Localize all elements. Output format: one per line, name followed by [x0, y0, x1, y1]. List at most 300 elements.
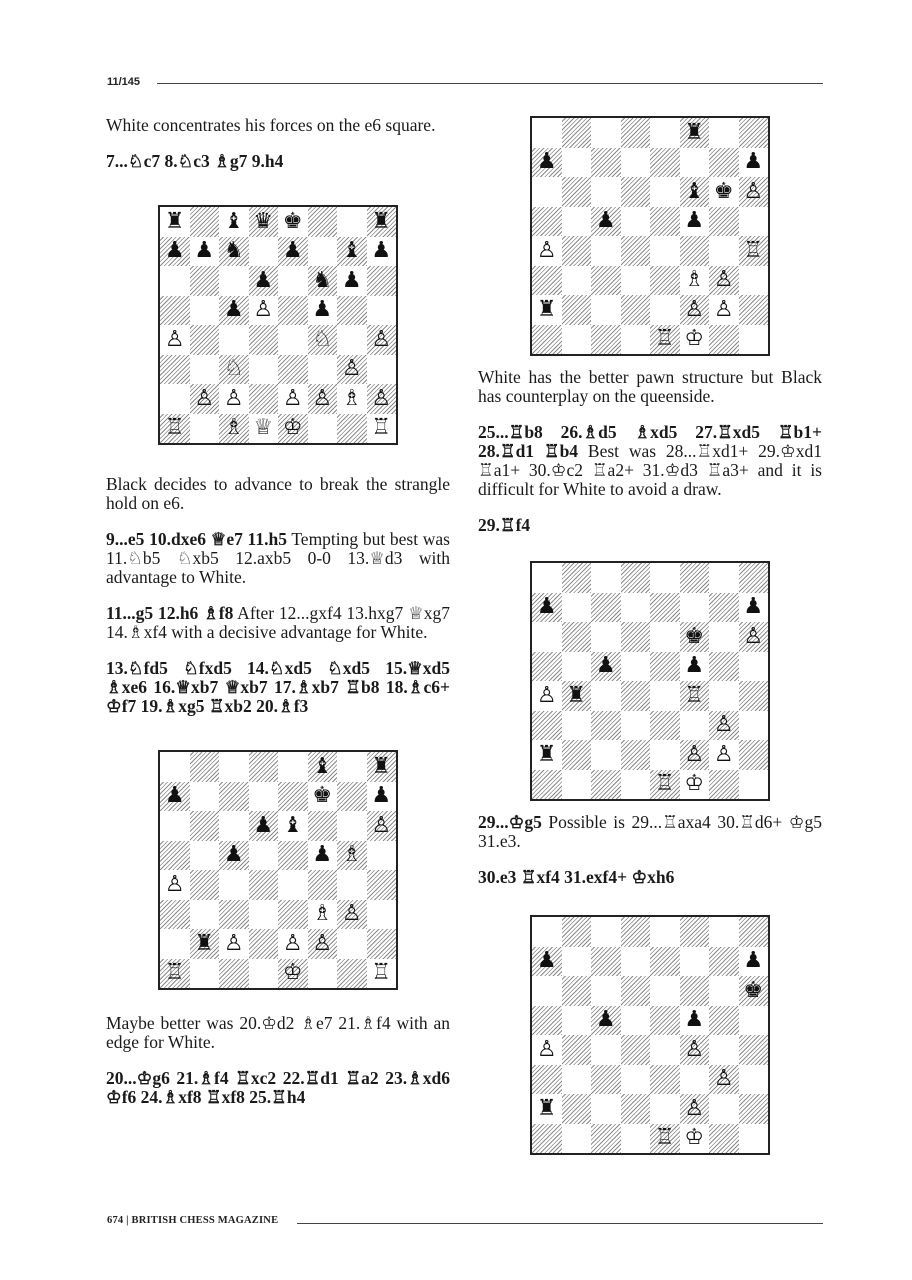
white-pawn-icon: ♙	[164, 326, 185, 352]
white-bishop-icon: ♗	[223, 415, 244, 441]
square-e4	[278, 325, 308, 355]
black-knight-icon: ♞	[312, 267, 333, 293]
paragraph-maybe-better: Maybe better was 20.♔d2 ♗e7 21.♗f4 with an edge for White.	[106, 1013, 450, 1052]
square-d8	[621, 917, 651, 947]
square-d3	[621, 1065, 651, 1095]
square-e4	[650, 236, 680, 266]
square-d6	[621, 976, 651, 1006]
square-e1	[650, 770, 680, 800]
square-f7	[680, 593, 710, 623]
black-king-icon: ♚	[312, 783, 333, 809]
square-b4	[562, 681, 592, 711]
square-b1	[562, 325, 592, 355]
square-b3	[190, 355, 220, 385]
white-rook-icon: ♖	[164, 415, 185, 441]
square-h6	[739, 622, 769, 652]
square-h7	[739, 148, 769, 178]
white-bishop-icon: ♗	[312, 901, 333, 927]
square-e4	[650, 1035, 680, 1065]
page-footer	[107, 1215, 823, 1229]
square-e6	[278, 266, 308, 296]
square-d5	[249, 841, 279, 871]
square-d7	[621, 148, 651, 178]
white-bishop-icon: ♗	[341, 385, 362, 411]
square-h2	[739, 1094, 769, 1124]
commentary-29kg5: Possible is 29...♖axa4 30.♖d6+ ♔g5 31.e3.	[478, 812, 822, 851]
square-b1	[190, 959, 220, 989]
diagram-1-wrap	[106, 205, 450, 445]
square-e5	[650, 652, 680, 682]
commentary-25rb8: Best was 28...♖xd1+ 29.♔xd1 ♖a1+ 30.♔c2 ♖a2+ 31.♔d3 ♖a3+ and it is difficult for White to avoid a draw.	[478, 441, 822, 499]
square-h8	[739, 917, 769, 947]
square-h5	[739, 207, 769, 237]
square-f8	[308, 752, 338, 782]
black-rook-icon: ♜	[536, 741, 557, 767]
white-pawn-icon: ♙	[312, 930, 333, 956]
square-f2	[308, 384, 338, 414]
square-g8	[709, 917, 739, 947]
square-c1	[219, 414, 249, 444]
square-a3	[532, 1065, 562, 1095]
square-e2	[650, 295, 680, 325]
moves-line-13: 13.♘fd5 ♘fxd5 14.♘xd5 ♘xd5 15.♕xd5 ♗xe6 16.♕xb7 ♕xb7 17.♗xb7 ♖b8 18.♗c6+ ♔f7 19.♗xg5 ♖xb2 20.♗f3	[106, 658, 450, 716]
square-f1	[680, 1124, 710, 1154]
square-g6	[337, 266, 367, 296]
moves-line-20: 20...♔g6 21.♗f4 ♖xc2 22.♖d1 ♖a2 23.♗xd6 ♔f6 24.♗xf8 ♖xf8 25.♖h4	[106, 1068, 450, 1107]
moves-line-29: 29.♖f4	[478, 515, 531, 535]
white-pawn-icon: ♙	[282, 385, 303, 411]
square-c3	[219, 355, 249, 385]
white-pawn-icon: ♙	[223, 385, 244, 411]
square-h2	[739, 295, 769, 325]
square-h2	[367, 929, 397, 959]
square-e5	[278, 841, 308, 871]
moves-29kg5: 29...♔g5	[478, 812, 542, 832]
square-c6	[219, 811, 249, 841]
square-e4	[650, 681, 680, 711]
square-c6	[591, 976, 621, 1006]
square-a3	[160, 900, 190, 930]
square-b7	[190, 237, 220, 267]
square-h3	[367, 900, 397, 930]
chess-diagram-3	[530, 116, 770, 356]
square-c3	[591, 1065, 621, 1095]
square-b8	[190, 752, 220, 782]
white-pawn-icon: ♙	[684, 296, 705, 322]
square-d5	[621, 1006, 651, 1036]
square-g1	[337, 414, 367, 444]
white-pawn-icon: ♙	[194, 385, 215, 411]
square-a2	[532, 295, 562, 325]
paragraph-11g5	[106, 604, 450, 642]
square-d6	[621, 622, 651, 652]
square-e8	[650, 118, 680, 148]
square-a6	[532, 976, 562, 1006]
square-d4	[621, 681, 651, 711]
white-pawn-icon: ♙	[536, 682, 557, 708]
square-a7	[160, 782, 190, 812]
paragraph-pawn-structure: White has the better pawn structure but Black has counterplay on the queenside.	[478, 367, 822, 406]
square-g6	[709, 622, 739, 652]
square-c2	[219, 929, 249, 959]
square-c7	[591, 947, 621, 977]
square-e5	[650, 207, 680, 237]
square-g2	[709, 1094, 739, 1124]
square-b2	[190, 929, 220, 959]
square-a5	[532, 652, 562, 682]
square-d2	[621, 740, 651, 770]
black-pawn-icon: ♟	[684, 653, 705, 679]
square-h2	[739, 740, 769, 770]
square-f5	[680, 207, 710, 237]
square-e3	[650, 711, 680, 741]
square-b8	[562, 563, 592, 593]
square-b6	[190, 811, 220, 841]
square-g2	[709, 295, 739, 325]
square-b5	[190, 841, 220, 871]
square-a6	[160, 266, 190, 296]
square-c5	[591, 1006, 621, 1036]
square-b2	[562, 1094, 592, 1124]
square-a1	[532, 1124, 562, 1154]
black-pawn-icon: ♟	[194, 238, 215, 264]
square-e4	[278, 870, 308, 900]
white-pawn-icon: ♙	[223, 930, 244, 956]
square-b5	[562, 207, 592, 237]
square-d1	[621, 770, 651, 800]
square-g4	[709, 236, 739, 266]
square-g1	[709, 325, 739, 355]
white-pawn-icon: ♙	[536, 237, 557, 263]
square-d1	[249, 959, 279, 989]
square-d8	[249, 752, 279, 782]
square-a7	[532, 148, 562, 178]
square-f5	[308, 841, 338, 871]
square-a3	[532, 266, 562, 296]
square-h5	[367, 296, 397, 326]
chess-diagram-1	[158, 205, 398, 445]
square-g8	[709, 118, 739, 148]
black-bishop-icon: ♝	[223, 208, 244, 234]
white-king-icon: ♔	[684, 1125, 705, 1151]
square-h4	[739, 236, 769, 266]
black-pawn-icon: ♟	[743, 948, 764, 974]
square-a1	[160, 414, 190, 444]
square-a7	[160, 237, 190, 267]
black-pawn-icon: ♟	[595, 208, 616, 234]
white-pawn-icon: ♙	[341, 356, 362, 382]
square-e8	[650, 563, 680, 593]
square-f4	[308, 870, 338, 900]
page-counter: 11/145	[107, 76, 141, 88]
white-rook-icon: ♖	[654, 1125, 675, 1151]
square-e7	[650, 593, 680, 623]
black-pawn-icon: ♟	[595, 653, 616, 679]
white-rook-icon: ♖	[654, 771, 675, 797]
square-a8	[160, 207, 190, 237]
square-e7	[278, 782, 308, 812]
square-f5	[680, 652, 710, 682]
square-h6	[367, 266, 397, 296]
white-pawn-icon: ♙	[371, 385, 392, 411]
square-g3	[337, 355, 367, 385]
black-queen-icon: ♛	[253, 208, 274, 234]
square-h8	[367, 752, 397, 782]
square-c3	[219, 900, 249, 930]
square-e8	[278, 752, 308, 782]
square-c6	[591, 177, 621, 207]
square-h5	[367, 841, 397, 871]
square-f3	[680, 1065, 710, 1095]
white-pawn-icon: ♙	[312, 385, 333, 411]
page-header	[107, 76, 823, 90]
square-d2	[249, 929, 279, 959]
white-bishop-icon: ♗	[341, 842, 362, 868]
square-f7	[680, 148, 710, 178]
square-c4	[591, 236, 621, 266]
square-c1	[591, 770, 621, 800]
square-f3	[680, 266, 710, 296]
black-king-icon: ♚	[282, 208, 303, 234]
square-a2	[160, 929, 190, 959]
black-king-icon: ♚	[713, 178, 734, 204]
square-d1	[621, 325, 651, 355]
square-g2	[337, 384, 367, 414]
black-pawn-icon: ♟	[684, 208, 705, 234]
square-h8	[739, 563, 769, 593]
square-h3	[739, 266, 769, 296]
square-g8	[709, 563, 739, 593]
square-h4	[739, 681, 769, 711]
square-c4	[591, 1035, 621, 1065]
square-a4	[160, 325, 190, 355]
square-b2	[562, 295, 592, 325]
white-pawn-icon: ♙	[713, 296, 734, 322]
white-pawn-icon: ♙	[743, 623, 764, 649]
white-pawn-icon: ♙	[713, 267, 734, 293]
square-c7	[219, 782, 249, 812]
white-pawn-icon: ♙	[713, 712, 734, 738]
square-g7	[709, 947, 739, 977]
square-a2	[532, 1094, 562, 1124]
square-b1	[562, 770, 592, 800]
square-a6	[532, 177, 562, 207]
black-pawn-icon: ♟	[253, 267, 274, 293]
square-g5	[709, 207, 739, 237]
black-pawn-icon: ♟	[164, 783, 185, 809]
square-h4	[739, 1035, 769, 1065]
chess-diagram-5	[530, 915, 770, 1155]
black-pawn-icon: ♟	[253, 812, 274, 838]
square-b7	[562, 947, 592, 977]
square-c1	[591, 1124, 621, 1154]
square-f1	[680, 770, 710, 800]
square-d7	[621, 947, 651, 977]
square-b7	[562, 148, 592, 178]
square-c3	[591, 711, 621, 741]
square-f1	[308, 414, 338, 444]
square-g4	[709, 681, 739, 711]
white-knight-icon: ♘	[312, 326, 333, 352]
white-pawn-icon: ♙	[341, 901, 362, 927]
square-h7	[739, 947, 769, 977]
square-d8	[621, 118, 651, 148]
square-e7	[650, 947, 680, 977]
white-rook-icon: ♖	[743, 237, 764, 263]
square-c2	[591, 295, 621, 325]
square-h6	[367, 811, 397, 841]
square-f8	[680, 118, 710, 148]
square-g8	[337, 207, 367, 237]
square-g7	[709, 593, 739, 623]
white-rook-icon: ♖	[684, 682, 705, 708]
square-e6	[278, 811, 308, 841]
square-e3	[650, 1065, 680, 1095]
footer-label: 674 | BRITISH CHESS MAGAZINE	[107, 1215, 279, 1226]
white-pawn-icon: ♙	[684, 1036, 705, 1062]
square-g3	[709, 1065, 739, 1095]
square-h7	[367, 237, 397, 267]
black-pawn-icon: ♟	[223, 842, 244, 868]
square-e6	[650, 976, 680, 1006]
square-b6	[562, 976, 592, 1006]
black-rook-icon: ♜	[536, 296, 557, 322]
black-rook-icon: ♜	[566, 682, 587, 708]
square-g1	[709, 1124, 739, 1154]
square-d2	[621, 295, 651, 325]
black-knight-icon: ♞	[223, 238, 244, 264]
white-pawn-icon: ♙	[684, 1095, 705, 1121]
black-rook-icon: ♜	[194, 930, 215, 956]
black-rook-icon: ♜	[536, 1095, 557, 1121]
square-a1	[160, 959, 190, 989]
square-e3	[278, 900, 308, 930]
square-b4	[190, 870, 220, 900]
black-king-icon: ♚	[743, 977, 764, 1003]
square-c1	[219, 959, 249, 989]
black-king-icon: ♚	[684, 623, 705, 649]
moves-11g5: 11...g5 12.h6 ♗f8	[106, 603, 234, 623]
square-d8	[621, 563, 651, 593]
square-f8	[308, 207, 338, 237]
square-h5	[739, 1006, 769, 1036]
square-d7	[249, 782, 279, 812]
square-d3	[621, 711, 651, 741]
square-c7	[591, 148, 621, 178]
white-bishop-icon: ♗	[684, 267, 705, 293]
square-b8	[562, 917, 592, 947]
white-rook-icon: ♖	[164, 960, 185, 986]
square-e5	[278, 296, 308, 326]
square-g1	[709, 770, 739, 800]
square-c4	[219, 870, 249, 900]
black-pawn-icon: ♟	[341, 267, 362, 293]
black-pawn-icon: ♟	[223, 297, 244, 323]
square-d5	[621, 652, 651, 682]
square-d5	[249, 296, 279, 326]
square-b3	[562, 1065, 592, 1095]
black-pawn-icon: ♟	[536, 149, 557, 175]
square-f3	[680, 711, 710, 741]
square-e8	[650, 917, 680, 947]
square-f8	[680, 917, 710, 947]
square-h1	[367, 414, 397, 444]
square-e3	[278, 355, 308, 385]
square-a1	[532, 770, 562, 800]
moves-line-30: 30.e3 ♖xf4 31.exf4+ ♔xh6	[478, 867, 675, 887]
square-d3	[249, 355, 279, 385]
white-pawn-icon: ♙	[253, 297, 274, 323]
square-a7	[532, 593, 562, 623]
square-a4	[532, 681, 562, 711]
square-e1	[650, 1124, 680, 1154]
square-d4	[249, 325, 279, 355]
square-d8	[249, 207, 279, 237]
square-a3	[160, 355, 190, 385]
square-e2	[278, 929, 308, 959]
square-b4	[190, 325, 220, 355]
square-a5	[160, 841, 190, 871]
square-f7	[308, 237, 338, 267]
square-f4	[680, 1035, 710, 1065]
black-bishop-icon: ♝	[684, 178, 705, 204]
black-pawn-icon: ♟	[684, 1007, 705, 1033]
square-e7	[650, 148, 680, 178]
square-h1	[739, 1124, 769, 1154]
black-pawn-icon: ♟	[312, 842, 333, 868]
square-g1	[337, 959, 367, 989]
square-f6	[308, 811, 338, 841]
square-e1	[650, 325, 680, 355]
white-king-icon: ♔	[282, 960, 303, 986]
square-a2	[160, 384, 190, 414]
paragraph-29kg5	[478, 813, 822, 851]
white-pawn-icon: ♙	[164, 871, 185, 897]
square-h3	[367, 355, 397, 385]
square-f8	[680, 563, 710, 593]
square-g2	[337, 929, 367, 959]
square-g3	[709, 711, 739, 741]
white-pawn-icon: ♙	[371, 812, 392, 838]
white-pawn-icon: ♙	[713, 741, 734, 767]
square-h6	[739, 976, 769, 1006]
square-d1	[249, 414, 279, 444]
square-c5	[591, 652, 621, 682]
square-f2	[680, 1094, 710, 1124]
square-h2	[367, 384, 397, 414]
paragraph-25rb8	[478, 423, 822, 499]
square-b3	[562, 266, 592, 296]
square-b5	[190, 296, 220, 326]
black-pawn-icon: ♟	[743, 594, 764, 620]
white-king-icon: ♔	[684, 326, 705, 352]
square-h3	[739, 711, 769, 741]
black-pawn-icon: ♟	[536, 594, 557, 620]
square-h8	[739, 118, 769, 148]
black-rook-icon: ♜	[371, 753, 392, 779]
square-c2	[591, 1094, 621, 1124]
black-pawn-icon: ♟	[282, 238, 303, 264]
square-f2	[680, 740, 710, 770]
square-f4	[680, 681, 710, 711]
square-e7	[278, 237, 308, 267]
square-a8	[532, 118, 562, 148]
square-a5	[160, 296, 190, 326]
square-f5	[308, 296, 338, 326]
commentary-11g5: After 12...gxf4 13.hxg7 ♕xg7 14.♗xf4 with a decisive advantage for White.	[106, 603, 450, 642]
square-c2	[219, 384, 249, 414]
square-d3	[621, 266, 651, 296]
